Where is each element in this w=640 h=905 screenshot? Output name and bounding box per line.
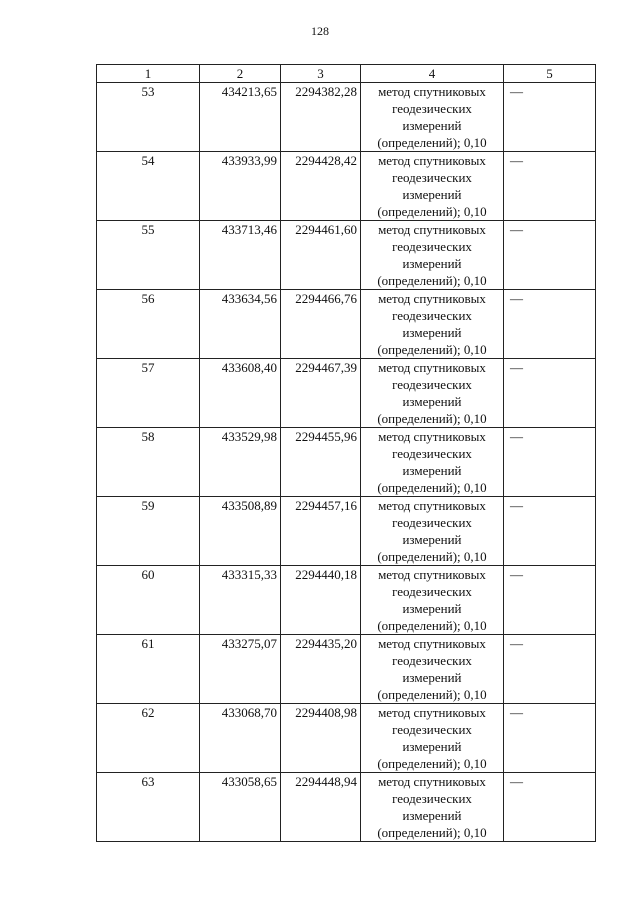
method-line: метод спутниковых [378,429,486,444]
point-number-cell: 62 [97,704,200,773]
method-line: (определений); 0,10 [377,618,487,633]
method-cell [361,152,504,221]
coordinates-table [96,64,596,842]
column-header-1: 1 [97,65,200,83]
column-5-cell: — [504,221,596,290]
method-line: измерений [402,670,462,685]
table-row [97,359,596,428]
method-cell [361,497,504,566]
table-header [97,65,596,83]
method-line: геодезических [392,101,472,116]
table-row [97,635,596,704]
method-line: геодезических [392,170,472,185]
method-line: метод спутниковых [378,291,486,306]
y-coordinate-cell: 2294428,42 [281,152,361,221]
method-line: геодезических [392,722,472,737]
method-line: геодезических [392,239,472,254]
method-line: измерений [402,463,462,478]
method-line: геодезических [392,653,472,668]
table-row [97,773,596,842]
method-line: измерений [402,808,462,823]
method-line: измерений [402,187,462,202]
y-coordinate-cell: 2294466,76 [281,290,361,359]
column-header-2: 2 [200,65,281,83]
page-number: 128 [311,24,329,38]
method-line: измерений [402,118,462,133]
method-cell [361,635,504,704]
point-number-cell: 54 [97,152,200,221]
x-coordinate-cell: 433713,46 [200,221,281,290]
point-number-cell: 56 [97,290,200,359]
column-5-cell: — [504,359,596,428]
table-row [97,428,596,497]
method-line: (определений); 0,10 [377,411,487,426]
point-number-cell: 61 [97,635,200,704]
method-line: метод спутниковых [378,498,486,513]
table-row [97,152,596,221]
method-line: измерений [402,532,462,547]
table-row [97,83,596,152]
y-coordinate-cell: 2294408,98 [281,704,361,773]
y-coordinate-cell: 2294457,16 [281,497,361,566]
method-line: геодезических [392,791,472,806]
column-5-cell: — [504,566,596,635]
y-coordinate-cell: 2294435,20 [281,635,361,704]
x-coordinate-cell: 433634,56 [200,290,281,359]
x-coordinate-cell: 433275,07 [200,635,281,704]
method-line: (определений); 0,10 [377,273,487,288]
method-cell [361,773,504,842]
method-line: метод спутниковых [378,705,486,720]
method-line: (определений); 0,10 [377,204,487,219]
point-number-cell: 58 [97,428,200,497]
method-line: измерений [402,325,462,340]
point-number-cell: 59 [97,497,200,566]
method-cell [361,221,504,290]
point-number-cell: 60 [97,566,200,635]
method-line: метод спутниковых [378,567,486,582]
method-cell [361,704,504,773]
y-coordinate-cell: 2294461,60 [281,221,361,290]
x-coordinate-cell: 433933,99 [200,152,281,221]
point-number-cell: 57 [97,359,200,428]
x-coordinate-cell: 433068,70 [200,704,281,773]
x-coordinate-cell: 433608,40 [200,359,281,428]
method-line: метод спутниковых [378,636,486,651]
point-number-cell: 53 [97,83,200,152]
method-line: геодезических [392,377,472,392]
x-coordinate-cell: 433315,33 [200,566,281,635]
table-row [97,566,596,635]
y-coordinate-cell: 2294440,18 [281,566,361,635]
method-line: измерений [402,256,462,271]
method-line: метод спутниковых [378,84,486,99]
table-row [97,221,596,290]
column-5-cell: — [504,83,596,152]
point-number-cell: 55 [97,221,200,290]
method-cell [361,428,504,497]
x-coordinate-cell: 434213,65 [200,83,281,152]
x-coordinate-cell: 433529,98 [200,428,281,497]
x-coordinate-cell: 433508,89 [200,497,281,566]
method-line: геодезических [392,584,472,599]
column-header-3: 3 [281,65,361,83]
y-coordinate-cell: 2294455,96 [281,428,361,497]
column-5-cell: — [504,635,596,704]
method-line: метод спутниковых [378,360,486,375]
method-line: геодезических [392,446,472,461]
table-body [97,83,596,842]
column-5-cell: — [504,428,596,497]
x-coordinate-cell: 433058,65 [200,773,281,842]
method-line: измерений [402,601,462,616]
method-cell [361,359,504,428]
point-number-cell: 63 [97,773,200,842]
table-row [97,290,596,359]
method-line: измерений [402,394,462,409]
method-line: (определений); 0,10 [377,342,487,357]
method-line: (определений); 0,10 [377,756,487,771]
column-5-cell: — [504,704,596,773]
method-line: (определений); 0,10 [377,825,487,840]
table-row [97,497,596,566]
method-line: (определений); 0,10 [377,549,487,564]
header-row [97,65,596,83]
method-line: (определений); 0,10 [377,480,487,495]
column-5-cell: — [504,152,596,221]
column-5-cell: — [504,497,596,566]
method-line: метод спутниковых [378,222,486,237]
method-line: метод спутниковых [378,153,486,168]
method-line: измерений [402,739,462,754]
method-line: метод спутниковых [378,774,486,789]
table-row [97,704,596,773]
y-coordinate-cell: 2294382,28 [281,83,361,152]
method-line: (определений); 0,10 [377,135,487,150]
column-header-5: 5 [504,65,596,83]
method-line: (определений); 0,10 [377,687,487,702]
method-cell [361,290,504,359]
column-5-cell: — [504,290,596,359]
column-header-4: 4 [361,65,504,83]
y-coordinate-cell: 2294467,39 [281,359,361,428]
method-cell [361,83,504,152]
method-cell [361,566,504,635]
method-line: геодезических [392,515,472,530]
y-coordinate-cell: 2294448,94 [281,773,361,842]
method-line: геодезических [392,308,472,323]
column-5-cell: — [504,773,596,842]
